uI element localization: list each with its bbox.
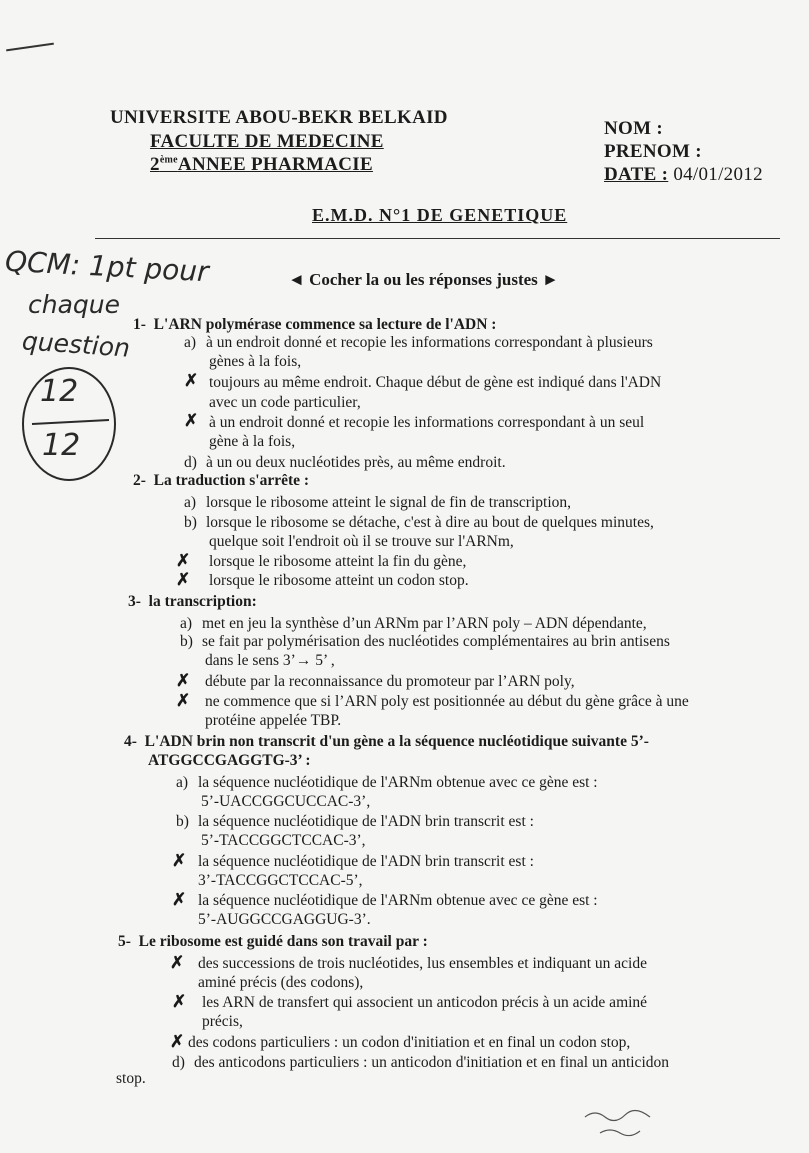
q2-option-d[interactable]: lorsque le ribosome atteint un codon stop. xyxy=(209,572,469,589)
q5-c-checkmark-icon: ✗ xyxy=(170,1032,185,1051)
q4-option-b[interactable]: b) la séquence nucléotidique de l'ADN brin transcrit est : xyxy=(176,813,534,830)
q1-b-checkmark-icon: ✗ xyxy=(184,371,199,390)
date-field: DATE : 04/01/2012 xyxy=(604,164,763,185)
q5-option-d[interactable]: d) des anticodons particuliers : un anticodon d'initiation et en final un anticidon xyxy=(172,1054,669,1071)
q2-c-checkmark-icon: ✗ xyxy=(176,551,191,570)
question-4: 4- L'ADN brin non transcrit d'un gène a la séquence nucléotidique suivante 5’- xyxy=(124,733,649,750)
pen-scribble xyxy=(6,43,54,52)
q2-option-a[interactable]: a) lorsque le ribosome atteint le signal de fin de transcription, xyxy=(184,494,572,511)
q1-option-d[interactable]: d) à un ou deux nucléotides près, au même endroit. xyxy=(184,454,506,471)
exam-title: E.M.D. N°1 DE GENETIQUE xyxy=(312,205,568,225)
q4-option-a-seq: 5’-UACCGGCUCCAC-3’, xyxy=(201,793,371,810)
score-numerator: 12 xyxy=(40,374,79,409)
q4-option-d[interactable]: la séquence nucléotidique de l'ARNm obtenue avec ce gène est : xyxy=(198,892,598,909)
q5-trailing-text: stop. xyxy=(116,1070,146,1087)
q1-option-b-cont: avec un code particulier, xyxy=(209,394,361,411)
q1-option-a[interactable]: a) à un endroit donné et recopie les informations correspondant à plusieurs xyxy=(184,334,653,351)
faculty-name: FACULTE DE MEDECINE xyxy=(150,131,384,152)
handwritten-note-1: QCM: 1pt pour xyxy=(4,244,210,289)
q3-c-checkmark-icon: ✗ xyxy=(176,671,191,690)
q1-c-checkmark-icon: ✗ xyxy=(184,411,199,430)
q2-option-b[interactable]: b) lorsque le ribosome se détache, c'est à dire au bout de quelques minutes, xyxy=(184,514,654,531)
q5-option-b[interactable]: les ARN de transfert qui associent un anticodon précis à un acide aminé xyxy=(202,994,648,1011)
q3-option-d-cont: protéine appelée TBP. xyxy=(205,712,342,729)
q3-option-c[interactable]: débute par la reconnaissance du promoteur par l’ARN poly, xyxy=(205,673,575,690)
question-2: 2- La traduction s'arrête : xyxy=(133,472,310,489)
question-1: 1- L'ARN polymérase commence sa lecture de l'ADN : xyxy=(133,316,497,333)
q1-option-b[interactable]: toujours au même endroit. Chaque début de gène est indiqué dans l'ADN xyxy=(209,374,662,391)
question-3: 3- la transcription: xyxy=(128,593,257,610)
q1-option-c-cont: gène à la fois, xyxy=(209,433,296,450)
signature-scribble xyxy=(580,1105,660,1141)
q3-option-d[interactable]: ne commence que si l’ARN poly est positionnée au début du gène grâce à une xyxy=(205,693,689,710)
q3-option-a[interactable]: a) met en jeu la synthèse d’un ARNm par l’ARN poly – ADN dépendante, xyxy=(180,615,647,632)
q2-option-b-cont: quelque soit l'endroit où il se trouve sur l'ARNm, xyxy=(209,533,514,550)
handwritten-note-3: question xyxy=(21,326,131,363)
nom-field: NOM : xyxy=(604,118,664,139)
question-5: 5- Le ribosome est guidé dans son travail par : xyxy=(118,933,428,950)
q4-c-checkmark-icon: ✗ xyxy=(172,851,187,870)
q5-option-a[interactable]: des successions de trois nucléotides, lus ensembles et indiquant un acide xyxy=(198,955,647,972)
q5-b-checkmark-icon: ✗ xyxy=(172,992,187,1011)
q2-option-c[interactable]: lorsque le ribosome atteint la fin du gène, xyxy=(209,553,467,570)
q4-option-b-seq: 5’-TACCGGCTCCAC-3’, xyxy=(201,832,366,849)
q2-d-checkmark-icon: ✗ xyxy=(176,570,191,589)
instruction: ◄ Cocher la ou les réponses justes ► xyxy=(288,270,559,289)
q5-a-checkmark-icon: ✗ xyxy=(170,953,185,972)
q4-d-checkmark-icon: ✗ xyxy=(172,890,187,909)
q1-option-c[interactable]: à un endroit donné et recopie les informations correspondant à un seul xyxy=(209,414,645,431)
score-denominator: 12 xyxy=(42,428,81,463)
q4-option-a[interactable]: a) la séquence nucléotidique de l'ARNm obtenue avec ce gène est : xyxy=(176,774,598,791)
question-4-cont: ATGGCCGAGGTG-3’ : xyxy=(148,752,311,769)
handwritten-note-2: chaque xyxy=(28,290,121,319)
q3-d-checkmark-icon: ✗ xyxy=(176,691,191,710)
q1-option-a-cont: gènes à la fois, xyxy=(209,353,302,370)
year-label: 2èmeANNEE PHARMACIE xyxy=(150,154,373,175)
q3-option-b-cont: dans le sens 3’→ 5’ , xyxy=(205,652,335,669)
university-name: UNIVERSITE ABOU-BEKR BELKAID xyxy=(110,107,448,128)
q5-option-b-cont: précis, xyxy=(202,1013,243,1030)
q4-option-d-seq: 5’-AUGGCCGAGGUG-3’. xyxy=(198,911,371,928)
q3-option-b[interactable]: b) se fait par polymérisation des nucléotides complémentaires au brin antisens xyxy=(180,633,670,650)
header-divider xyxy=(95,238,780,239)
prenom-field: PRENOM : xyxy=(604,141,702,162)
q4-option-c[interactable]: la séquence nucléotidique de l'ADN brin transcrit est : xyxy=(198,853,534,870)
q4-option-c-seq: 3’-TACCGGCTCCAC-5’, xyxy=(198,872,363,889)
q5-option-c[interactable]: des codons particuliers : un codon d'initiation et en final un codon stop, xyxy=(188,1034,631,1051)
q5-option-a-cont: aminé précis (des codons), xyxy=(198,974,364,991)
